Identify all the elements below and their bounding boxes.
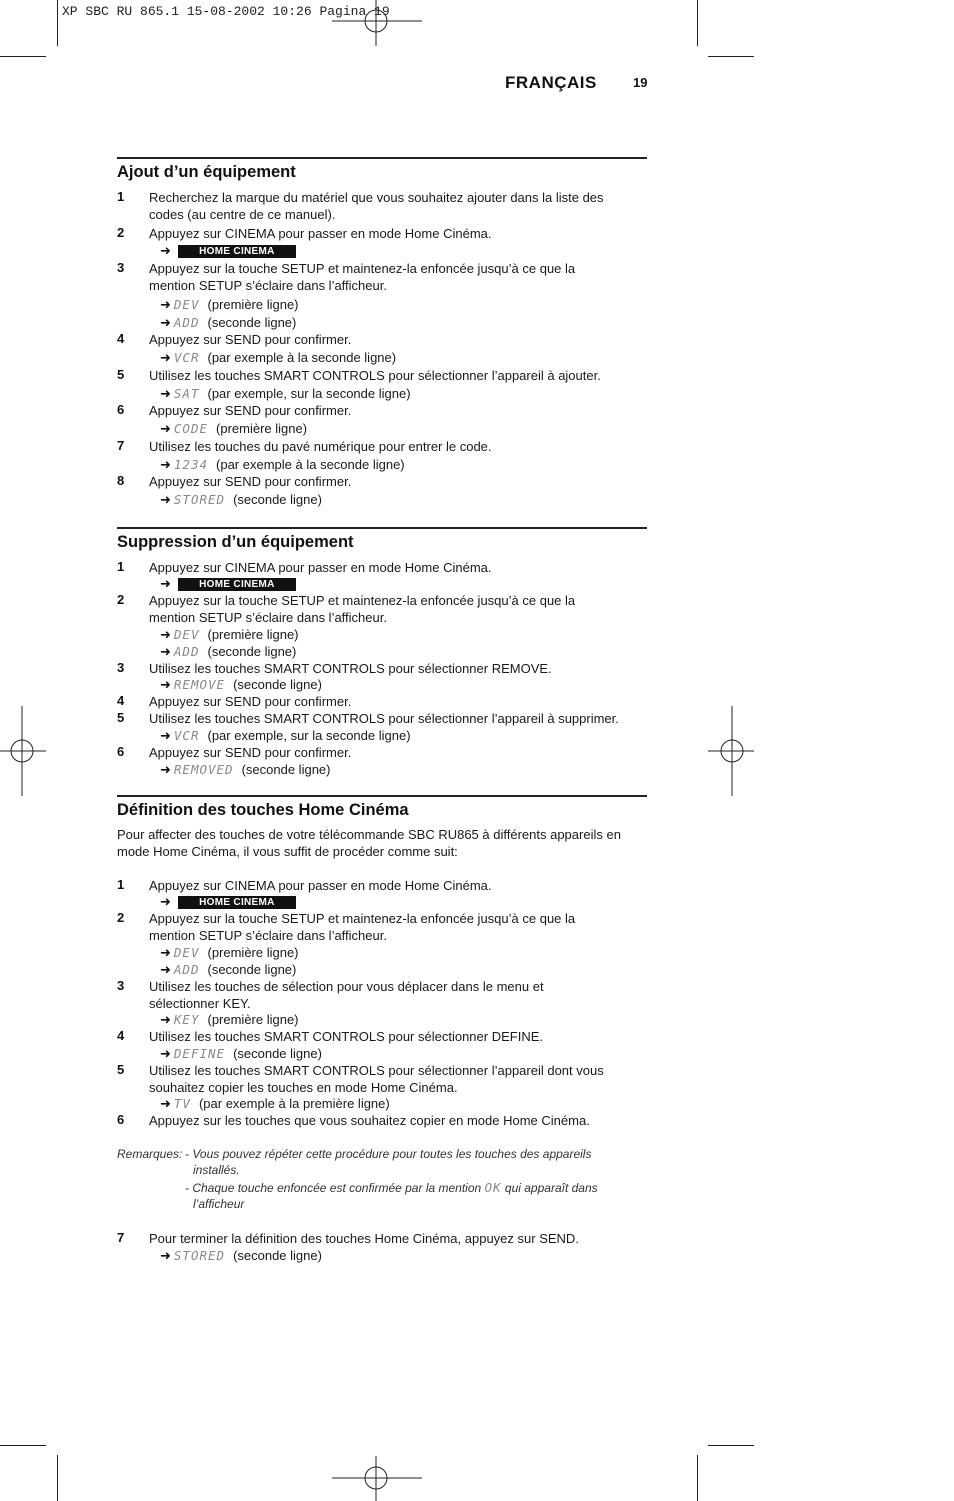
crop-mark-bl-v	[57, 1455, 58, 1501]
step-result	[160, 893, 296, 910]
step-result	[160, 296, 299, 313]
result-note: (première ligne)	[207, 627, 299, 642]
step-text: Utilisez les touches SMART CONTROLS pour sélectionner l’appareil à supprimer.	[149, 711, 619, 726]
crop-mark-tr-h	[708, 56, 754, 57]
step-result	[160, 961, 296, 978]
step-result	[160, 420, 307, 437]
lcd-display-text: CODE	[173, 421, 209, 436]
lcd-display-text: STORED	[173, 492, 226, 507]
arrow-right-icon: ➜	[160, 243, 171, 258]
arrow-right-icon: ➜	[160, 1096, 171, 1111]
lcd-display-text: REMOVE	[173, 677, 226, 692]
step-result	[160, 385, 411, 402]
result-note: (seconde ligne)	[233, 492, 322, 507]
result-note: (par exemple, sur la seconde ligne)	[207, 728, 411, 743]
step-line: souhaitez copier les touches en mode Home Cinéma.	[149, 1080, 458, 1095]
crop-mark-br-v	[697, 1455, 698, 1501]
arrow-right-icon: ➜	[160, 297, 171, 312]
step-number: 1	[117, 559, 125, 574]
arrow-right-icon: ➜	[160, 576, 171, 591]
lcd-display-text: REMOVED	[173, 762, 234, 777]
step-line: Appuyez sur la touche SETUP et maintenez-la enfoncée jusqu’à ce que la	[149, 261, 576, 276]
result-note: (première ligne)	[207, 297, 299, 312]
step-number: 2	[117, 225, 125, 240]
step-line: Utilisez les touches SMART CONTROLS pour sélectionner l’appareil dont vous	[149, 1063, 604, 1078]
step-line: mention SETUP s’éclaire dans l’afficheur.	[149, 278, 387, 293]
intro-line: Pour affecter des touches de votre télécommande SBC RU865 à différents appareils en	[117, 827, 621, 842]
step-result	[160, 1011, 299, 1028]
step-number: 1	[117, 189, 125, 204]
home-cinema-badge: HOME CINEMA	[178, 578, 296, 591]
step-result	[160, 349, 396, 366]
step-number: 5	[117, 367, 125, 382]
step-line: mention SETUP s’éclaire dans l’afficheur.	[149, 610, 387, 625]
result-note: (par exemple à la seconde ligne)	[207, 350, 397, 365]
home-cinema-badge: HOME CINEMA	[178, 896, 296, 909]
step-text: Utilisez les touches SMART CONTROLS pour sélectionner REMOVE.	[149, 661, 552, 676]
intro-paragraph	[117, 826, 647, 860]
result-note: (seconde ligne)	[233, 1046, 322, 1061]
crop-mark-bl-h	[0, 1445, 46, 1446]
step-line: Recherchez la marque du matériel que vous souhaitez ajouter dans la liste des	[149, 190, 604, 205]
step-number: 4	[117, 693, 125, 708]
step-text	[149, 189, 649, 223]
step-number: 3	[117, 978, 125, 993]
step-result	[160, 314, 296, 331]
step-line: sélectionner KEY.	[149, 996, 251, 1011]
step-result	[160, 1045, 322, 1062]
step-text: Pour terminer la définition des touches Home Cinéma, appuyez sur SEND.	[149, 1231, 579, 1246]
step-result	[160, 242, 296, 259]
step-line: Utilisez les touches de sélection pour vous déplacer dans le menu et	[149, 979, 544, 994]
lcd-display-text: VCR	[173, 350, 200, 365]
result-note: (première ligne)	[207, 945, 299, 960]
lcd-display-text: OK	[484, 1180, 502, 1195]
step-text: Appuyez sur les touches que vous souhaitez copier en mode Home Cinéma.	[149, 1113, 590, 1128]
registration-mark-right-icon	[708, 706, 754, 796]
step-result	[160, 727, 411, 744]
step-number: 6	[117, 744, 125, 759]
lcd-display-text: SAT	[173, 386, 200, 401]
step-text: Appuyez sur SEND pour confirmer.	[149, 745, 352, 760]
step-text: Appuyez sur SEND pour confirmer.	[149, 474, 352, 489]
step-result	[160, 944, 299, 961]
result-note: (première ligne)	[216, 421, 308, 436]
print-slug: XP SBC RU 865.1 15-08-2002 10:26 Pagina 19	[62, 4, 390, 19]
crop-mark-tl-h	[0, 56, 46, 57]
remark-text: - Chaque touche enfoncée est confirmée par la mention	[185, 1181, 485, 1195]
step-text: Appuyez sur SEND pour confirmer.	[149, 403, 352, 418]
step-number: 5	[117, 710, 125, 725]
step-line: Appuyez sur la touche SETUP et maintenez-la enfoncée jusqu’à ce que la	[149, 911, 576, 926]
registration-mark-left-icon	[0, 706, 46, 796]
result-note: (seconde ligne)	[233, 1248, 322, 1263]
arrow-right-icon: ➜	[160, 962, 171, 977]
remark-line	[185, 1180, 645, 1196]
step-text	[149, 1062, 649, 1096]
step-line: codes (au centre de ce manuel).	[149, 207, 336, 222]
arrow-right-icon: ➜	[160, 945, 171, 960]
arrow-right-icon: ➜	[160, 1046, 171, 1061]
step-text	[149, 260, 649, 294]
remark-line: - Vous pouvez répéter cette procédure pour toutes les touches des appareils	[185, 1147, 592, 1161]
step-text	[149, 978, 649, 1012]
page-number: 19	[633, 75, 648, 90]
result-note: (seconde ligne)	[207, 644, 297, 659]
step-result	[160, 626, 299, 643]
result-note: (par exemple à la seconde ligne)	[216, 457, 405, 472]
crop-mark-tr-v	[697, 0, 698, 46]
arrow-right-icon: ➜	[160, 421, 171, 436]
result-note: (seconde ligne)	[233, 677, 322, 692]
crop-mark-br-h	[708, 1445, 754, 1446]
step-text: Appuyez sur SEND pour confirmer.	[149, 332, 352, 347]
remark-line: l’afficheur	[193, 1197, 245, 1211]
step-text	[149, 910, 649, 944]
step-text: Appuyez sur SEND pour confirmer.	[149, 694, 352, 709]
section-rule	[117, 157, 647, 159]
arrow-right-icon: ➜	[160, 350, 171, 365]
arrow-right-icon: ➜	[160, 728, 171, 743]
remark-item	[185, 1180, 645, 1212]
arrow-right-icon: ➜	[160, 677, 171, 692]
step-result	[160, 491, 322, 508]
lcd-display-text: ADD	[173, 962, 200, 977]
step-number: 7	[117, 438, 125, 453]
step-number: 6	[117, 1112, 125, 1127]
lcd-display-text: DEFINE	[173, 1046, 226, 1061]
step-number: 3	[117, 260, 125, 275]
result-note: (seconde ligne)	[207, 315, 297, 330]
lcd-display-text: DEV	[173, 297, 200, 312]
step-text: Utilisez les touches SMART CONTROLS pour sélectionner DEFINE.	[149, 1029, 543, 1044]
step-result	[160, 1095, 390, 1112]
step-text: Utilisez les touches du pavé numérique pour entrer le code.	[149, 439, 492, 454]
section-title-suppression: Suppression d’un équipement	[117, 533, 354, 551]
arrow-right-icon: ➜	[160, 492, 171, 507]
remark-item	[185, 1146, 645, 1178]
lcd-display-text: KEY	[173, 1012, 200, 1027]
step-number: 4	[117, 331, 125, 346]
step-line: mention SETUP s’éclaire dans l’afficheur.	[149, 928, 387, 943]
remarks-label: Remarques:	[117, 1147, 183, 1161]
step-line: Appuyez sur la touche SETUP et maintenez-la enfoncée jusqu’à ce que la	[149, 593, 576, 608]
result-note: (par exemple, sur la seconde ligne)	[207, 386, 411, 401]
remark-text: qui apparaît dans	[501, 1181, 598, 1195]
arrow-right-icon: ➜	[160, 894, 171, 909]
crop-mark-tl-v	[57, 0, 58, 46]
arrow-right-icon: ➜	[160, 1012, 171, 1027]
remark-line: installés.	[193, 1163, 240, 1177]
intro-line: mode Home Cinéma, il vous suffit de procéder comme suit:	[117, 844, 458, 859]
lcd-display-text: TV	[173, 1096, 191, 1111]
lcd-display-text: ADD	[173, 644, 200, 659]
step-result	[160, 1247, 322, 1264]
step-number: 2	[117, 592, 125, 607]
step-result	[160, 761, 330, 778]
step-number: 2	[117, 910, 125, 925]
step-result	[160, 643, 296, 660]
language-header: FRANÇAIS	[505, 73, 597, 92]
arrow-right-icon: ➜	[160, 315, 171, 330]
lcd-display-text: ADD	[173, 315, 200, 330]
step-number: 1	[117, 877, 125, 892]
step-result	[160, 456, 405, 473]
step-number: 5	[117, 1062, 125, 1077]
step-text: Utilisez les touches SMART CONTROLS pour sélectionner l’appareil à ajouter.	[149, 368, 601, 383]
step-number: 6	[117, 402, 125, 417]
step-number: 3	[117, 660, 125, 675]
registration-mark-bottom-icon	[332, 1456, 422, 1501]
arrow-right-icon: ➜	[160, 644, 171, 659]
section-rule	[117, 527, 647, 529]
section-rule	[117, 795, 647, 797]
step-text	[149, 592, 649, 626]
step-number: 8	[117, 473, 125, 488]
result-note: (seconde ligne)	[207, 962, 297, 977]
lcd-display-text: DEV	[173, 627, 200, 642]
arrow-right-icon: ➜	[160, 457, 171, 472]
home-cinema-badge: HOME CINEMA	[178, 245, 296, 258]
lcd-display-text: 1234	[173, 457, 209, 472]
arrow-right-icon: ➜	[160, 762, 171, 777]
result-note: (par exemple à la première ligne)	[198, 1096, 390, 1111]
arrow-right-icon: ➜	[160, 627, 171, 642]
lcd-display-text: STORED	[173, 1248, 226, 1263]
lcd-display-text: VCR	[173, 728, 200, 743]
step-text: Appuyez sur CINEMA pour passer en mode Home Cinéma.	[149, 226, 492, 241]
arrow-right-icon: ➜	[160, 1248, 171, 1263]
result-note: (première ligne)	[207, 1012, 299, 1027]
step-result	[160, 575, 296, 592]
result-note: (seconde ligne)	[241, 762, 331, 777]
section-title-definition: Définition des touches Home Cinéma	[117, 801, 409, 819]
step-text: Appuyez sur CINEMA pour passer en mode Home Cinéma.	[149, 878, 492, 893]
section-title-ajout: Ajout d’un équipement	[117, 163, 296, 181]
step-result	[160, 676, 322, 693]
step-text: Appuyez sur CINEMA pour passer en mode Home Cinéma.	[149, 560, 492, 575]
step-number: 7	[117, 1230, 125, 1245]
step-number: 4	[117, 1028, 125, 1043]
arrow-right-icon: ➜	[160, 386, 171, 401]
lcd-display-text: DEV	[173, 945, 200, 960]
